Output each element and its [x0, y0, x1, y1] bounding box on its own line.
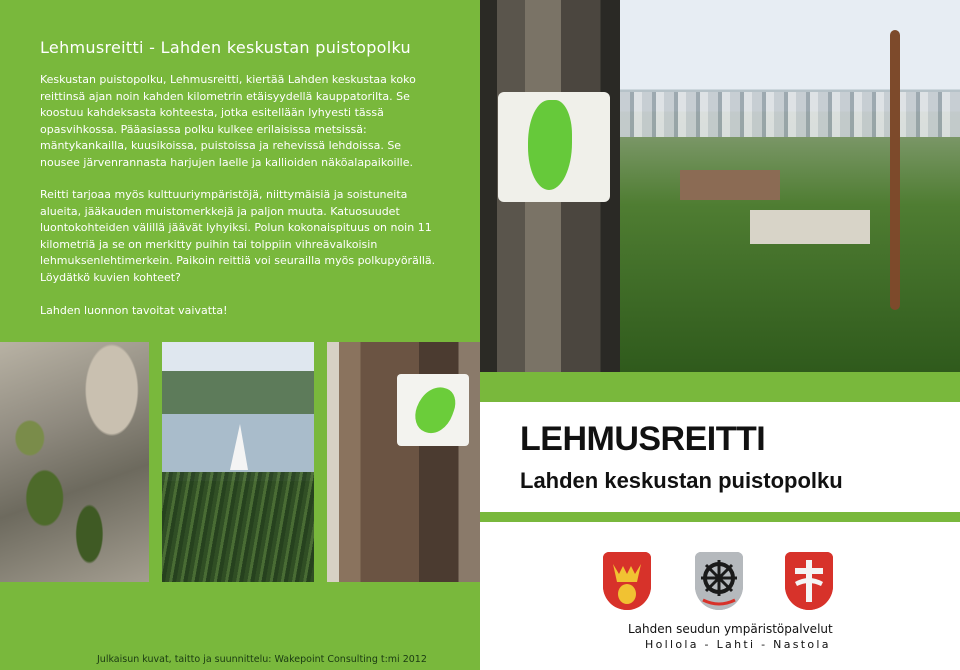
- pine-trunk: [890, 30, 900, 310]
- municipalities-list: Hollola - Lahti - Nastola: [645, 638, 831, 651]
- cover-subtitle: Lahden keskustan puistopolku: [520, 468, 843, 493]
- hollola-coat-of-arms-icon: [603, 552, 651, 610]
- organization-name: Lahden seudun ympäristöpalvelut: [628, 622, 833, 636]
- city-skyline: [620, 92, 960, 137]
- tree-trunk: [480, 0, 620, 372]
- intro-paragraph-2: Reitti tarjoaa myös kulttuuriympäristöjä, niittymäisiä ja soistuneita alueita, jääkauden muistomerkkejä ja paljon muuta. Katuosuudet luontokohteiden välillä jäävät lyhyiksi. Polun kokonaispituus on noin 11 kilometriä ja se on merkitty puihin tai tolppiin vihreävalkoisin lehmuksenlehtimerkein. Paikoin reittiä voi seurailla myös polkupyörällä. Löydätkö kuvien kohteet?: [40, 188, 436, 284]
- trail-marker-tree-photo: [327, 342, 480, 582]
- municipal-crests: [603, 552, 843, 614]
- intro-paragraph-3: Lahden luonnon tavoitat vaivatta!: [40, 304, 228, 317]
- house-roof: [680, 170, 780, 200]
- linden-leaf-icon: [528, 100, 572, 190]
- green-divider: [480, 512, 960, 522]
- cover-title: LEHMUSREITTI: [520, 420, 766, 458]
- city-view-tree-photo: [480, 0, 960, 372]
- sailboat-sail: [230, 424, 248, 470]
- intro-paragraph-1: Keskustan puistopolku, Lehmusreitti, kiertää Lahden keskustaa koko reittinsä ajan noin kahden kilometrin etäisyydellä kauppatorilta. Se koostuu kahdeksasta kohteesta, jotka esitellään lyhyesti tässä opasvihkossa. Pääasiassa polku kulkee erilaisissa metsissä: mäntykankailla, kuusikoissa, puistoissa ja rehevissä lehdoissa. Se nousee järvenrannasta harjujen laelle ja kallioiden näköalapaikoille.: [40, 73, 416, 169]
- lahti-coat-of-arms-icon: [695, 552, 743, 610]
- lake-sailboat-photo: [162, 342, 314, 582]
- publication-credits: Julkaisun kuvat, taitto ja suunnittelu: Wakepoint Consulting t:mi 2012: [97, 654, 427, 665]
- nastola-coat-of-arms-icon: [785, 552, 833, 610]
- brochure-heading: Lehmusreitti - Lahden keskustan puistopolku: [40, 38, 411, 57]
- cover-title-block: [480, 402, 960, 512]
- house-roof: [750, 210, 870, 244]
- trail-marker-plate: [498, 92, 610, 202]
- trail-marker-plate: [397, 374, 469, 446]
- green-divider: [480, 372, 960, 402]
- mossy-rock-photo: [0, 342, 149, 582]
- linden-leaf-icon: [410, 381, 460, 438]
- reeds-foreground: [162, 472, 314, 582]
